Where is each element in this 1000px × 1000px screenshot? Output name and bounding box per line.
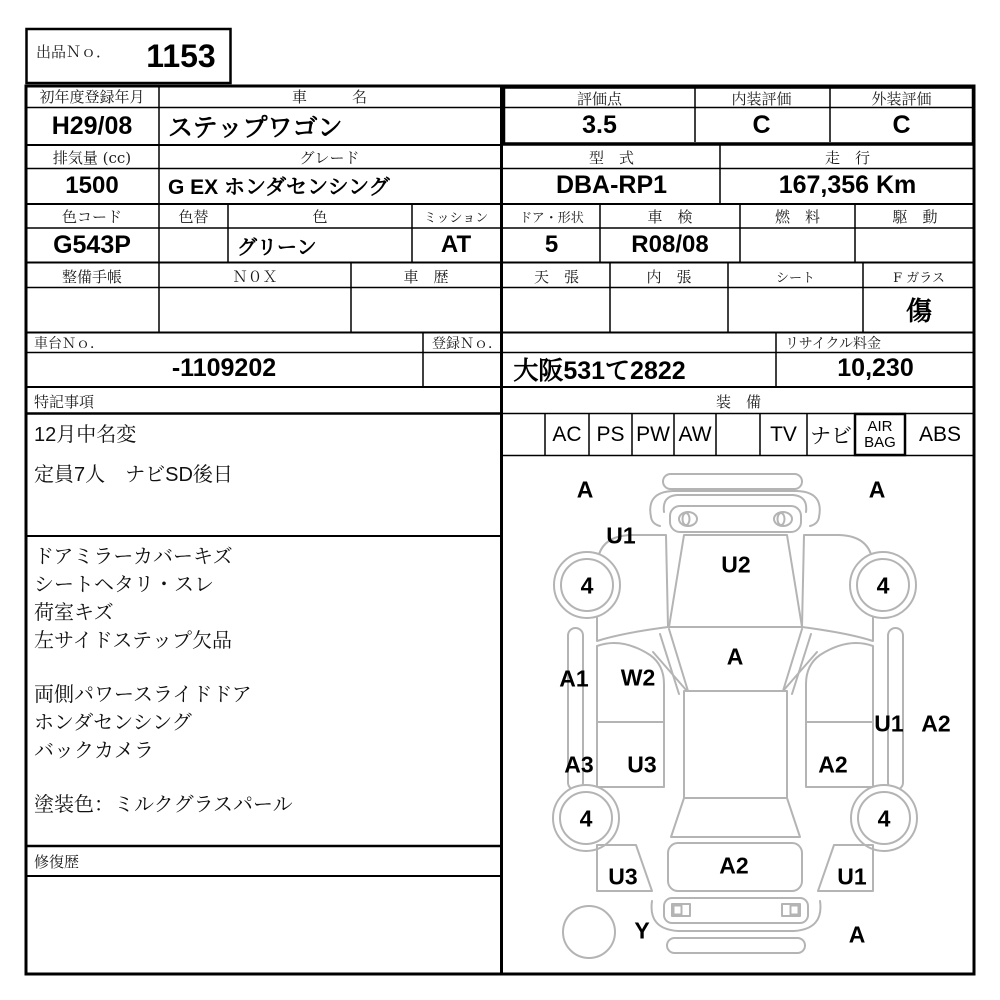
color-value: グリーン [237, 236, 317, 259]
note-line: 12月中名変 [34, 424, 137, 446]
note-line: ドアミラーカバーキズ [34, 546, 233, 568]
damage-label: U3 [608, 863, 638, 890]
mileage-label: 走 行 [824, 149, 870, 167]
model-code-label: 型 式 [588, 149, 634, 167]
score-label: 評価点 [576, 90, 622, 108]
registration-label: 初年度登録年月 [39, 88, 145, 106]
seat-label: シート [775, 271, 815, 286]
registration-value: H29/08 [51, 111, 133, 140]
damage-label: A2 [719, 852, 749, 879]
interior-rating-value: C [752, 110, 771, 139]
displacement-label: 排気量 (cc) [52, 149, 132, 167]
model-code-value: DBA-RP1 [555, 171, 668, 199]
color-code-value: G543P [53, 230, 131, 259]
equipment-header: 装 備 [715, 392, 761, 411]
damage-label: 4 [579, 805, 593, 832]
exterior-rating-label: 外装評価 [871, 90, 932, 108]
damage-label: 4 [580, 572, 594, 599]
color-change-value [159, 229, 228, 261]
inspection-label: 車 検 [647, 208, 693, 226]
equipment-cell-tv: TV [770, 422, 797, 446]
color-change-label: 色替 [178, 208, 209, 226]
damage-label: 4 [876, 572, 890, 599]
seat-value [728, 288, 863, 331]
equipment-cell-blank-2 [716, 414, 760, 455]
damage-label: 4 [877, 805, 891, 832]
damage-label: A2 [818, 751, 848, 778]
note-line: バックカメラ [34, 740, 154, 762]
lot-label: 出品Ｎｏ． [36, 42, 112, 61]
lot-number: 1153 [146, 37, 216, 74]
inspection-value: R08/08 [631, 231, 709, 258]
interior-trim-value [610, 288, 728, 331]
recycle-fee-value: 10,230 [837, 354, 914, 382]
drive-value [855, 229, 975, 261]
damage-label: A [868, 476, 886, 503]
car-name-value: ステップワゴン [168, 114, 343, 142]
interior-rating-label: 内装評価 [731, 90, 792, 108]
damage-label: A1 [559, 665, 589, 692]
front-glass-label: F ガラス [893, 271, 945, 286]
note-line: 定員7人 ナビSD後日 [34, 464, 233, 486]
front-glass-value: 傷 [905, 296, 932, 326]
displacement-value: 1500 [65, 171, 119, 199]
registration-no-value: 大阪531て2822 [513, 356, 686, 385]
equipment-cell-abs: ABS [918, 422, 962, 446]
notes-header: 特記事項 [34, 392, 95, 411]
doors-value: 5 [544, 231, 559, 258]
damage-label: A3 [564, 751, 594, 778]
maintenance-book-label: 整備手帳 [61, 268, 122, 286]
note-line: 左サイドステップ欠品 [34, 630, 232, 652]
history-label: 車 歴 [403, 268, 449, 286]
grade-label: グレード [299, 149, 360, 167]
damage-label: U1 [837, 863, 867, 890]
chassis-no-value: -1109202 [171, 354, 277, 382]
damage-label: A [576, 476, 594, 503]
equipment-cell-ac: AC [552, 422, 582, 446]
damage-label: A [726, 643, 744, 670]
equipment-cell-blank-1 [502, 414, 545, 455]
fuel-label: 燃 料 [774, 208, 820, 226]
note-line: 両側パワースライドドア [34, 684, 252, 706]
fuel-value [740, 229, 855, 261]
note-line: 塗装色：ミルクグラスパール [34, 794, 293, 816]
headliner-value [503, 288, 610, 331]
equipment-cell-aw: AW [678, 422, 712, 446]
note-line: シートヘタリ・スレ [34, 574, 214, 596]
damage-label: U3 [627, 751, 657, 778]
note-line: 荷室キズ [34, 602, 114, 624]
interior-trim-label: 内 張 [646, 268, 692, 286]
equipment-cell-airbag: AIR BAG [864, 418, 896, 451]
damage-label: A [848, 921, 866, 948]
car-name-label: 車 名 [291, 88, 367, 106]
recycle-fee-label: リサイクル料金 [785, 336, 882, 352]
history-value [351, 288, 501, 331]
registration-no-label: 登録Ｎｏ． [432, 336, 502, 352]
mileage-value: 167,356 Km [778, 171, 917, 199]
doors-label: ドア・形状 [519, 211, 584, 226]
headliner-label: 天 張 [533, 268, 579, 286]
drive-label: 駆 動 [892, 208, 938, 226]
damage-label: W2 [620, 664, 656, 691]
repair-history-header: 修復歴 [34, 852, 80, 871]
damage-label: A2 [921, 710, 951, 737]
nox-label: Ｎ０Ｘ [232, 268, 278, 286]
nox-value [159, 288, 351, 331]
transmission-label: ミッション [423, 211, 489, 226]
chassis-no-label: 車台Ｎｏ． [34, 336, 104, 352]
equipment-cell-navi: ナビ [810, 424, 852, 448]
equipment-cell-pw: PW [636, 422, 670, 446]
damage-label: U1 [606, 522, 636, 549]
damage-label: U2 [721, 551, 751, 578]
equipment-cell-ps: PS [596, 422, 625, 446]
note-line: ホンダセンシング [34, 712, 192, 734]
transmission-value: AT [440, 231, 472, 258]
maintenance-book-value [25, 288, 159, 331]
damage-label: U1 [874, 710, 904, 737]
score-value: 3.5 [582, 110, 617, 139]
damage-label: Y [634, 917, 650, 944]
exterior-rating-value: C [892, 110, 911, 139]
color-label: 色 [312, 208, 328, 226]
color-code-label: 色コード [61, 208, 122, 226]
grade-value: G EX ホンダセンシング [168, 175, 390, 199]
